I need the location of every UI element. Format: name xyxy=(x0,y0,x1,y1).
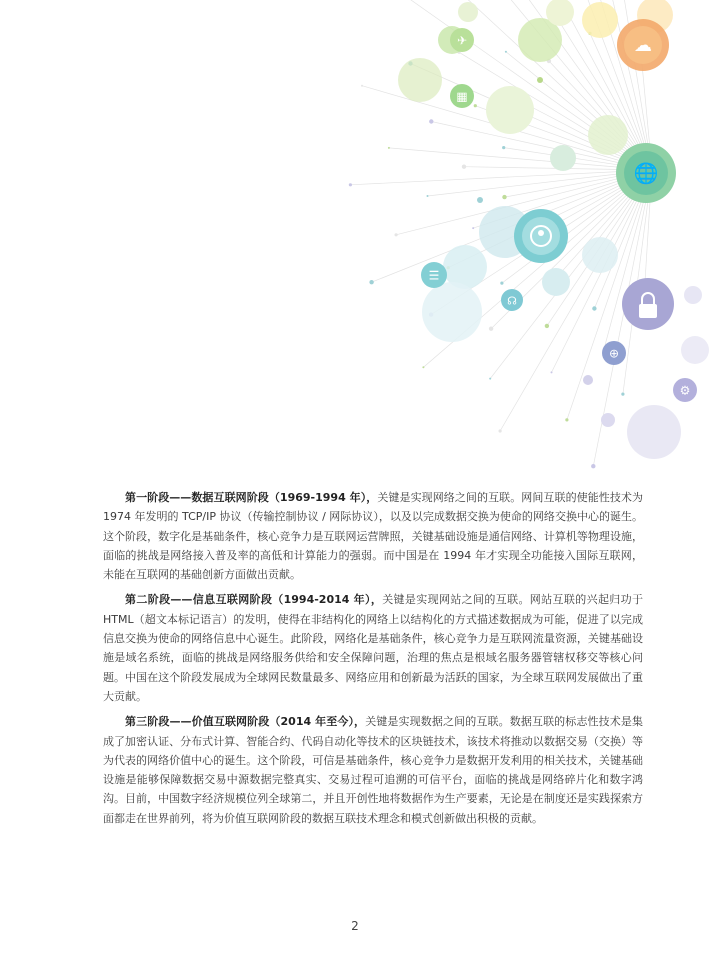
stage-2-heading: 第二阶段——信息互联网阶段（1994-2014 年）， xyxy=(125,593,383,607)
globe-grid-icon xyxy=(450,84,474,108)
paragraph-stage-2 xyxy=(103,590,643,706)
svg-text:✈: ✈ xyxy=(456,33,468,48)
book-icon xyxy=(421,262,447,288)
gears-icon xyxy=(673,378,697,402)
headset-icon xyxy=(501,289,523,311)
user-icon xyxy=(514,209,568,263)
stage-3-body: 关键是实现数据之间的互联。数据互联的标志性技术是集成了加密认证、分布式计算、智能合约、代码自动化等技术的区块链技术，该技术将推动以数据交易（交换）等为代表的网络价值中心的诞生。这个阶段，可信是基础条件，核心竞争力是数据开发利用的相关技术，关键基础设施是能够保障数据交易中源数据完整真实、交易过程可追溯的可信平台，面临的挑战是网络碎片化和数字鸿沟。目前，中国数字经济规模位列全球第二，并且开创性地将数据作为生产要素，无论是在制度还是实践探索方面都走在世界前列，将为价值互联网阶段的数据互联技术理念和模式创新做出积极的贡献。 xyxy=(103,715,644,825)
paragraph-stage-3 xyxy=(103,712,643,828)
page-number: 2 xyxy=(351,919,359,933)
stage-2-body: 关键是实现网站之间的互联。网站互联的兴起归功于 HTML（超文本标记语言）的发明，使得在非结构化的网络上以结构化的方式描述数据成为可能，促进了以完成信息交换为使命的网络信息中心诞生。此阶段，网络化是基础条件，核心竞争力是互联网流量资源，关键基础设施是域名系统，面临的挑战是网络服务供给和安全保障问题，治理的焦点是根域名服务器管辖权移交等核心问题。中国在这个阶段发展成为全球网民数量最多、网络应用和创新最为活跃的国家，为全球互联网发展做出了重大贡献。 xyxy=(103,593,644,703)
svg-text:⊕: ⊕ xyxy=(608,346,620,361)
svg-text:🌐: 🌐 xyxy=(633,161,659,185)
www-globe-icon xyxy=(602,341,626,365)
lock-icon xyxy=(622,278,674,330)
svg-text:☊: ☊ xyxy=(507,294,517,308)
stage-1-body: 关键是实现网络之间的互联。网间互联的使能性技术为 1974 年发明的 TCP/IP 协议（传输控制协议 / 网际协议），以及以完成数据交换为使命的网络交换中心的诞生。这个阶段，数字化是基础条件，核心竞争力是互联网运营牌照，关键基础设施是通信网络、计算机等物理设施，面临的挑战是网络接入普及率的高低和计算能力的强弱。而中国是在 1994 年才实现全功能接入国际互联网，未能在互联网的基础创新方面做出贡献。 xyxy=(103,491,644,582)
svg-text:☰: ☰ xyxy=(428,268,440,283)
svg-text:▦: ▦ xyxy=(456,89,468,104)
text-body xyxy=(103,488,643,834)
cloud-icon xyxy=(617,19,669,71)
stage-3-heading: 第三阶段——价值互联网阶段（2014 年至今）， xyxy=(125,715,366,729)
svg-text:⚙: ⚙ xyxy=(679,383,691,398)
globe-icon xyxy=(616,143,676,203)
svg-text:☁: ☁ xyxy=(634,35,652,56)
paragraph-stage-1 xyxy=(103,488,643,584)
stage-1-heading: 第一阶段——数据互联网阶段（1969-1994 年）， xyxy=(125,491,378,504)
plane-icon xyxy=(450,28,474,52)
